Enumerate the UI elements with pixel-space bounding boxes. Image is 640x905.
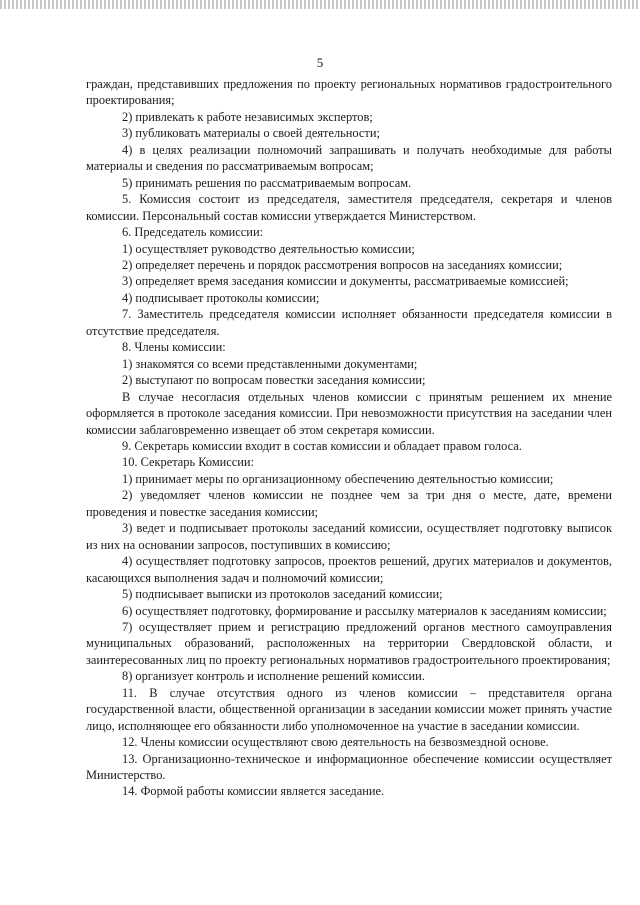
paragraph: 3) ведет и подписывает протоколы заседаний комиссии, осуществляет подготовку выписок из них на основании запросов, поступивших в комиссию;: [86, 521, 612, 552]
paragraph: 4) подписывает протоколы комиссии;: [122, 290, 320, 305]
paragraph: 3) определяет время заседания комиссии и документы, рассматриваемые комиссией;: [122, 274, 569, 289]
paragraph: 1) принимает меры по организационному обеспечению деятельностью комиссии;: [122, 471, 554, 486]
paragraph: 4) в целях реализации полномочий запрашивать и получать необходимые для работы материалы и сведения по рассматриваемым вопросам;: [86, 142, 612, 174]
paragraph: В случае несогласия отдельных членов комиссии с принятым решением их мнение оформляется в протоколе заседания комиссии. При невозможности присутствия на заседании член комиссии заблаговременно извещает об этом секретаря комиссии.: [86, 389, 612, 437]
paragraph: 7) осуществляет прием и регистрацию предложений органов местного самоуправления муниципальных образований, расположенных на территории Свердловской области, и заинтересованных лиц по проекту региональных нормативов градостроительного проектирования;: [86, 619, 612, 667]
paragraph: 10. Секретарь Комиссии:: [122, 455, 255, 470]
paragraph: 14. Формой работы комиссии является заседание.: [122, 784, 385, 799]
paragraph: 6) осуществляет подготовку, формирование и рассылку материалов к заседаниям комиссии;: [122, 603, 607, 618]
paragraph: 7. Заместитель председателя комиссии исполняет обязанности председателя комиссии в отсутствие председателя.: [86, 307, 612, 338]
paragraph: 1) осуществляет руководство деятельностью комиссии;: [122, 241, 415, 256]
paragraph: 2) определяет перечень и порядок рассмотрения вопросов на заседаниях комиссии;: [122, 257, 563, 272]
paragraph: 9. Секретарь комиссии входит в состав комиссии и обладает правом голоса.: [122, 438, 522, 453]
paragraph: 2) выступают по вопросам повестки заседания комиссии;: [122, 373, 426, 388]
paragraph: 12. Члены комиссии осуществляют свою деятельность на безвозмездной основе.: [122, 735, 549, 750]
paragraph: 3) публиковать материалы о своей деятельности;: [122, 126, 380, 141]
scan-top-border: [0, 0, 640, 9]
paragraph: 2) привлекать к работе независимых экспертов;: [122, 109, 373, 124]
paragraph: 4) осуществляет подготовку запросов, проектов решений, других материалов и документов, касающихся выполнения задач и полномочий комиссии;: [86, 554, 612, 585]
paragraph: 6. Председатель комиссии:: [122, 225, 264, 240]
paragraph: 5) подписывает выписки из протоколов заседаний комиссии;: [122, 587, 443, 602]
page-number: 5: [316, 55, 324, 70]
paragraph: 8. Члены комиссии:: [122, 340, 226, 355]
paragraph: 1) знакомятся со всеми представленными документами;: [122, 356, 418, 371]
paragraph: 13. Организационно-техническое и информационное обеспечение комиссии осуществляет Министерство.: [86, 751, 612, 783]
document-body: [86, 76, 612, 800]
paragraph: 5. Комиссия состоит из председателя, заместителя председателя, секретаря и членов комиссии. Персональный состав комиссии утверждается Министерством.: [86, 192, 612, 223]
paragraph: 11. В случае отсутствия одного из членов комиссии – представителя органа государственной власти, общественной организации в заседании комиссии может принять участие лицо, исполняющее его обязанности либо уполномоченное на участие в заседании комиссии.: [86, 685, 612, 733]
paragraph: 8) организует контроль и исполнение решений комиссии.: [122, 669, 425, 684]
paragraph: 5) принимать решения по рассматриваемым вопросам.: [122, 175, 412, 190]
paragraph-continuation: граждан, представивших предложения по проекту региональных нормативов градостроительного проектирования;: [86, 77, 612, 108]
paragraph: 2) уведомляет членов комиссии не позднее чем за три дня о месте, дате, времени проведения и повестке заседания комиссии;: [86, 488, 612, 519]
